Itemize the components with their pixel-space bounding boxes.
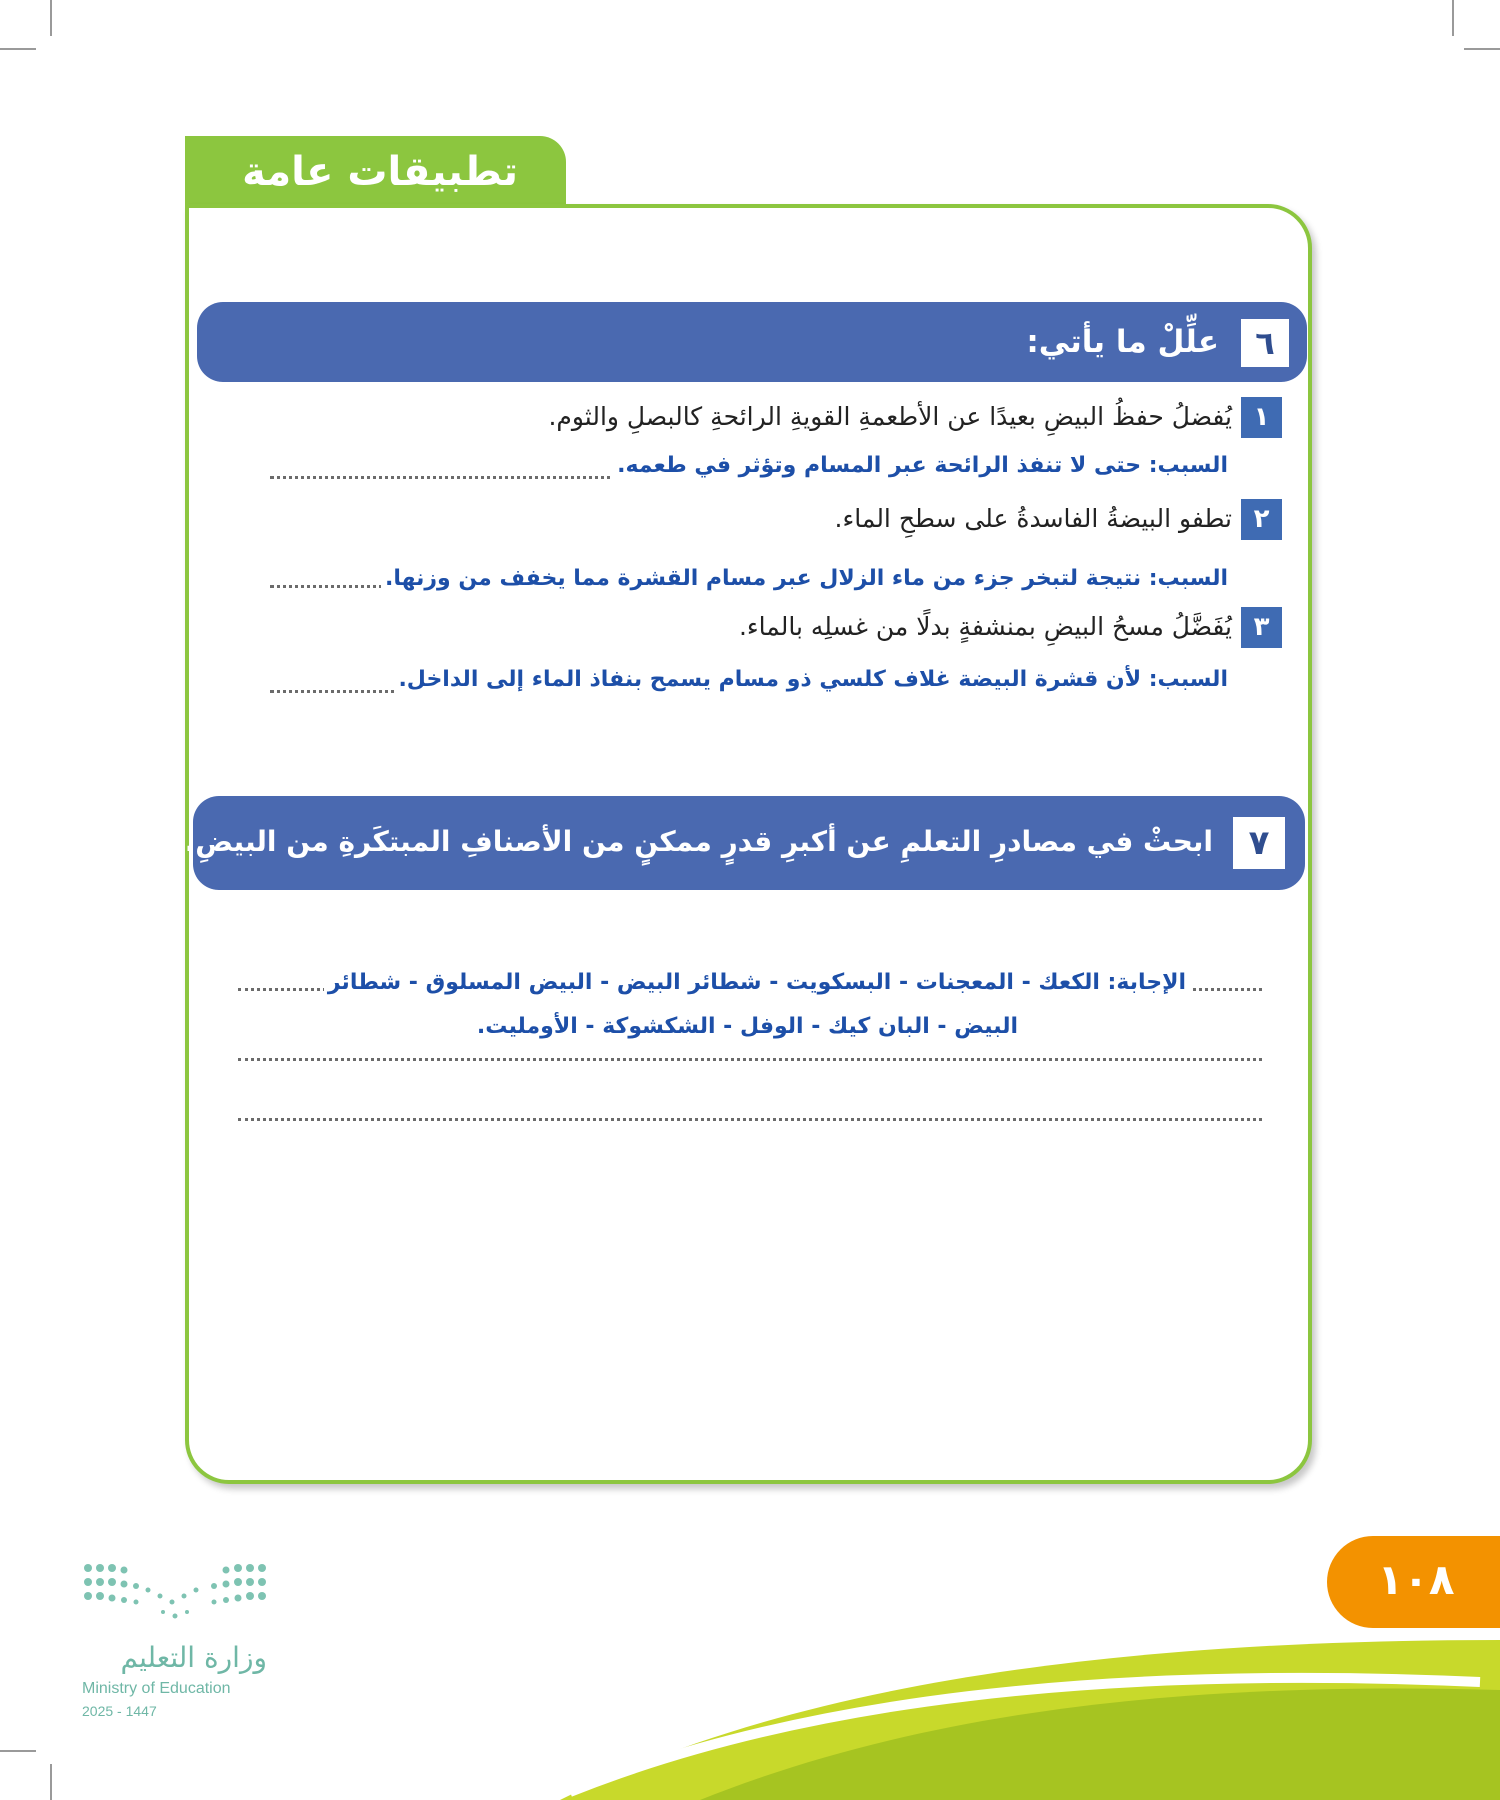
edition-year: 2025 - 1447 xyxy=(82,1703,157,1719)
question-6-prompt: علِّلْ ما يأتي: xyxy=(1026,324,1219,360)
item-1-text: يُفضلُ حفظُ البيضِ بعيدًا عن الأطعمةِ القويةِ الرائحةِ كالبصلِ والثوم. xyxy=(548,402,1232,431)
item-3-answer: السبب: لأن قشرة البيضة غلاف كلسي ذو مسام يسمح بنفاذ الماء إلى الداخل. xyxy=(394,665,1232,695)
item-2-answer: السبب: نتيجة لتبخر جزء من ماء الزلال عبر مسام القشرة مما يخفف من وزنها. xyxy=(381,564,1232,594)
item-1-number: ١ xyxy=(1241,397,1282,438)
item-3-text: يُفَضَّلُ مسحُ البيضِ بمنشفةٍ بدلًا من غسلِه بالماء. xyxy=(738,612,1232,641)
item-1-answer: السبب: حتى لا تنفذ الرائحة عبر المسام وتؤثر في طعمه. xyxy=(613,451,1232,481)
question-7-number: ٧ xyxy=(1233,817,1285,869)
page-number: ١٠٨ xyxy=(1377,1555,1455,1604)
question-6-number: ٦ xyxy=(1241,319,1289,367)
item-2-text: تطفو البيضةُ الفاسدةُ على سطحِ الماء. xyxy=(834,504,1232,533)
ministry-name-english: Ministry of Education xyxy=(82,1680,231,1697)
item-2-number: ٢ xyxy=(1241,499,1282,540)
section-title: تطبيقات عامة xyxy=(242,149,518,195)
page-number-badge xyxy=(1327,1536,1500,1628)
question-7-prompt: ابحثْ في مصادرِ التعلمِ عن أكبرِ قدرٍ ممكنٍ من الأصنافِ المبتكَرةِ من البيضِ. xyxy=(184,825,1213,858)
ministry-logo-icon xyxy=(80,1560,270,1636)
question-7-answer-line-1: الإجابة: الكعك - المعجنات - البسكويت - شطائر البيض - البيض المسلوق - شطائر xyxy=(324,968,1190,998)
question-7-answer-line-2: البيض - البان كيك - الوفل - الشكشوكة - الأومليت. xyxy=(473,1012,1022,1042)
item-3-number: ٣ xyxy=(1241,607,1282,648)
ministry-name-arabic: وزارة التعليم xyxy=(120,1641,267,1674)
